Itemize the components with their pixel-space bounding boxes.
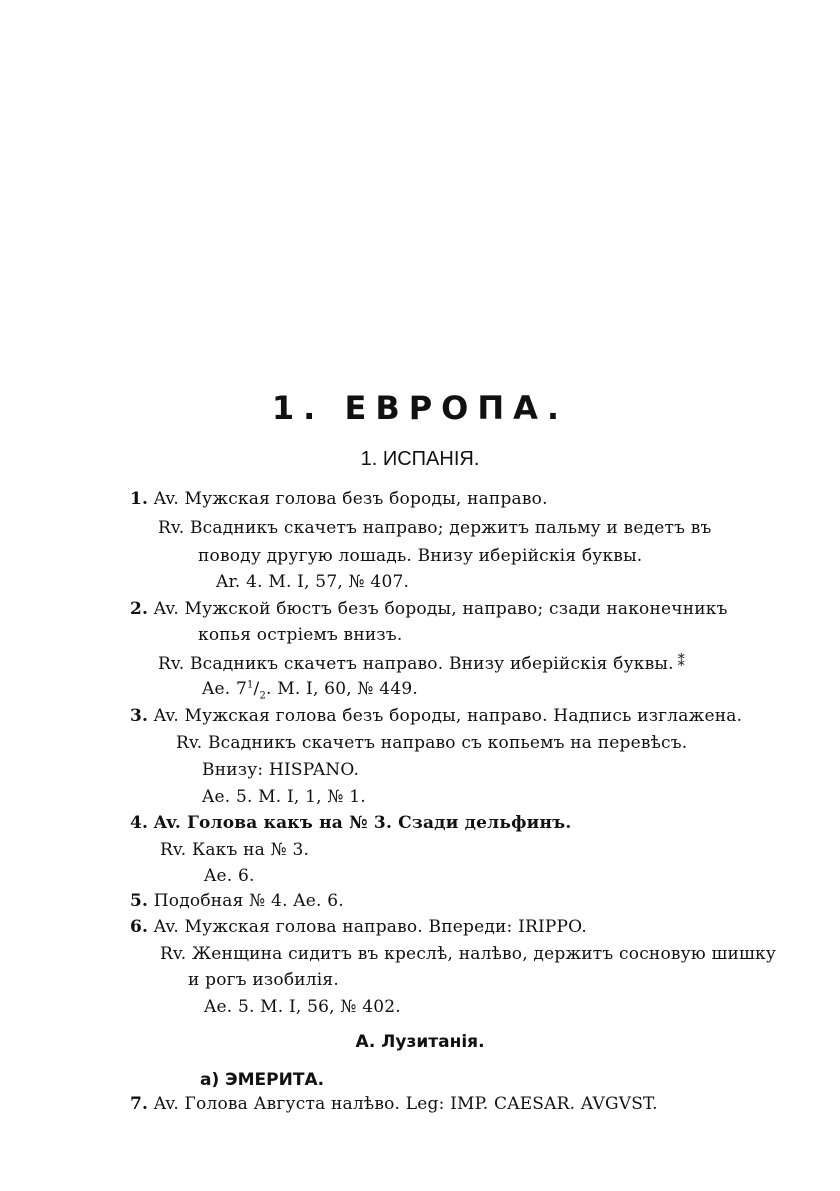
- entry-3-inscription: Внизу: HISPANO.: [202, 760, 360, 780]
- entry-5: [130, 890, 344, 912]
- entry-3-reference: Ae. 5. M. I, 1, № 1.: [202, 787, 366, 807]
- entry-6-reverse: Rv. Женщина сидитъ въ креслѣ, налѣво, держитъ сосновую шишку: [160, 944, 777, 964]
- entry-2-reverse: [158, 651, 685, 675]
- entry-text: Av. Мужская голова безъ бороды, направо. Надпись изглажена.: [153, 706, 743, 726]
- ref-part: Ae. 7: [202, 679, 247, 699]
- section-title: 1. ИСПАНІЯ.: [360, 448, 480, 470]
- entry-2-obverse-cont: копья остріемъ внизъ.: [198, 625, 403, 645]
- entry-4-reverse: Rv. Какъ на № 3.: [160, 840, 310, 860]
- entry-7-obverse: [130, 1093, 658, 1115]
- entry-number: 5.: [130, 891, 149, 911]
- entry-number: 1.: [130, 489, 149, 509]
- entry-6-obverse: [130, 916, 587, 938]
- entry-3-reverse: Rv. Всадникъ скачетъ направо съ копьемъ на перевѣсъ.: [176, 733, 688, 753]
- fraction-numerator: 1: [246, 679, 254, 691]
- entry-4-reference: Ae. 6.: [204, 866, 255, 886]
- entry-6-reference: Ae. 5. M. I, 56, № 402.: [204, 997, 401, 1017]
- entry-2-obverse: [130, 598, 728, 620]
- iberian-letters-mark: ⁑: [677, 654, 685, 670]
- entry-2-reference: [202, 678, 418, 700]
- entry-number: 6.: [130, 917, 149, 937]
- entry-text: Rv. Всадникъ скачетъ направо. Внизу иберійскія буквы.: [158, 654, 674, 674]
- entry-text: Av. Мужской бюстъ безъ бороды, направо; сзади наконечникъ: [153, 599, 728, 619]
- entry-4-obverse: [130, 812, 571, 834]
- entry-number: 7.: [130, 1094, 149, 1114]
- entry-1-reverse-cont: поводу другую лошадь. Внизу иберійскія буквы.: [198, 546, 643, 566]
- city-heading: a) ЭМЕРИТА.: [200, 1070, 325, 1090]
- subsection-heading: A. Лузитанія.: [355, 1032, 485, 1052]
- entry-text: Av. Мужская голова безъ бороды, направо.: [153, 489, 548, 509]
- entry-text: Av. Голова какъ на № 3. Сзади дельфинъ.: [153, 813, 572, 833]
- entry-number: 2.: [130, 599, 149, 619]
- entry-1-obverse: [130, 488, 548, 510]
- entry-1-reverse: Rv. Всадникъ скачетъ направо; держитъ пальму и ведетъ въ: [158, 518, 712, 538]
- fraction-denominator: 2: [259, 690, 267, 702]
- page-title: 1. ЕВРОПА.: [271, 389, 569, 427]
- entry-number: 4.: [130, 813, 149, 833]
- fraction-slash: /: [253, 679, 260, 699]
- entry-1-reference: Ar. 4. M. I, 57, № 407.: [216, 572, 410, 592]
- entry-text: Подобная № 4. Ae. 6.: [153, 891, 344, 911]
- entry-number: 3.: [130, 706, 149, 726]
- entry-text: Av. Мужская голова направо. Впереди: IRIPPO.: [153, 917, 587, 937]
- ref-part: . M. I, 60, № 449.: [266, 679, 418, 699]
- entry-3-obverse: [130, 705, 742, 727]
- entry-text: Av. Голова Августа налѣво. Leg: IMP. CAESAR. AVGVST.: [153, 1094, 658, 1114]
- entry-6-reverse-cont: и рогъ изобилія.: [188, 970, 339, 990]
